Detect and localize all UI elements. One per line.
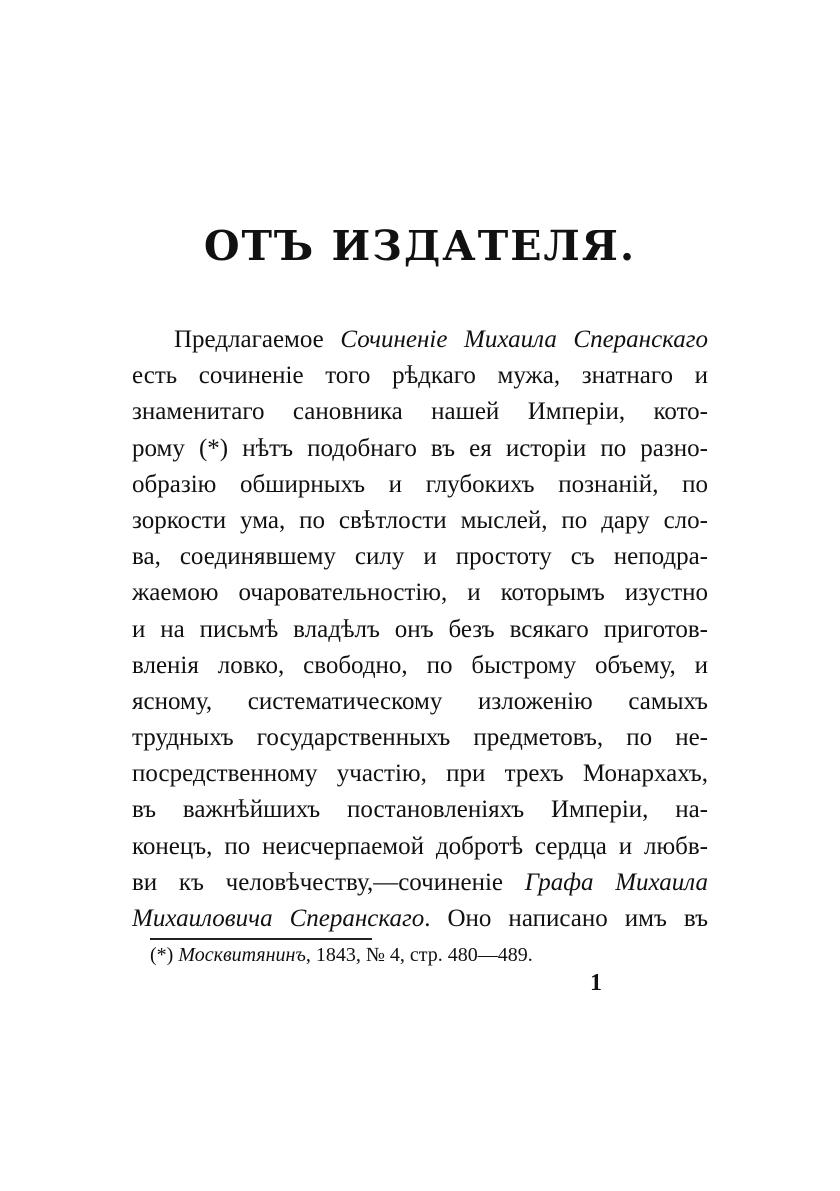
text-line [132, 829, 708, 865]
text-run: Предлагаемое [174, 326, 341, 353]
text-line [132, 720, 708, 756]
text-run: рому (*) нѣтъ подобнаго въ ея исторіи по разно- [132, 434, 708, 462]
body-paragraph [132, 322, 708, 937]
text-line [132, 394, 708, 430]
text-line [132, 901, 708, 937]
italic-text-run: Михаиловича Сперанскаго [132, 905, 425, 932]
text-run: вленія ловко, свободно, по быстрому объему, и [132, 651, 708, 679]
italic-text-run: Сочиненіе Михаила Сперанскаго [340, 326, 709, 353]
text-line [132, 358, 708, 394]
text-line [132, 539, 708, 575]
text-run: трудныхъ государственныхъ предметовъ, по не- [132, 724, 708, 752]
text-line [132, 684, 708, 720]
text-run: посредственному участію, при трехъ Монархахъ, [132, 760, 708, 788]
text-line [132, 612, 708, 648]
text-run: и на письмѣ владѣлъ онъ безъ всякаго приготов- [132, 615, 708, 643]
text-line [132, 865, 708, 901]
text-line [132, 575, 708, 611]
page-number: 1 [590, 970, 602, 996]
text-run: . Оно написано имъ въ [424, 905, 709, 932]
text-line [132, 648, 708, 684]
text-line [132, 431, 708, 467]
text-line [132, 503, 708, 539]
page-title: ОТЪ ИЗДАТЕЛЯ. [203, 222, 637, 270]
footnote-citation: , 1843, № 4, стр. 480—489. [305, 944, 533, 966]
footnote-marker: (*) [150, 944, 174, 966]
text-run: образію обширныхъ и глубокихъ познаній, по [132, 470, 708, 498]
footnote [150, 942, 670, 968]
text-run: знаменитаго сановника нашей Имперіи, кото- [132, 398, 708, 426]
text-run: ва, соединявшему силу и простоту съ неподра- [132, 543, 708, 571]
text-run: ясному, систематическому изложенію самыхъ [132, 687, 708, 715]
text-run: зоркости ума, по свѣтлости мыслей, по дару сло- [132, 506, 708, 534]
footnote-divider [150, 938, 372, 940]
text-run: есть сочиненіе того рѣдкаго мужа, знатнаго и [132, 362, 708, 390]
text-run: въ важнѣйшихъ постановленіяхъ Имперіи, на- [132, 796, 708, 824]
text-line [132, 792, 708, 828]
text-line [132, 467, 708, 503]
text-line [132, 756, 708, 792]
text-line [132, 322, 708, 358]
footnote-source: Москвитянинъ [178, 944, 306, 966]
text-run: жаемою очаровательностію, и которымъ изустно [132, 579, 708, 607]
italic-text-run: Графа Михаила [524, 868, 708, 896]
text-run: ви къ человѣчеству,—сочиненіе [132, 868, 525, 896]
text-run: конецъ, по неисчерпаемой добротѣ сердца и любв- [132, 832, 708, 860]
